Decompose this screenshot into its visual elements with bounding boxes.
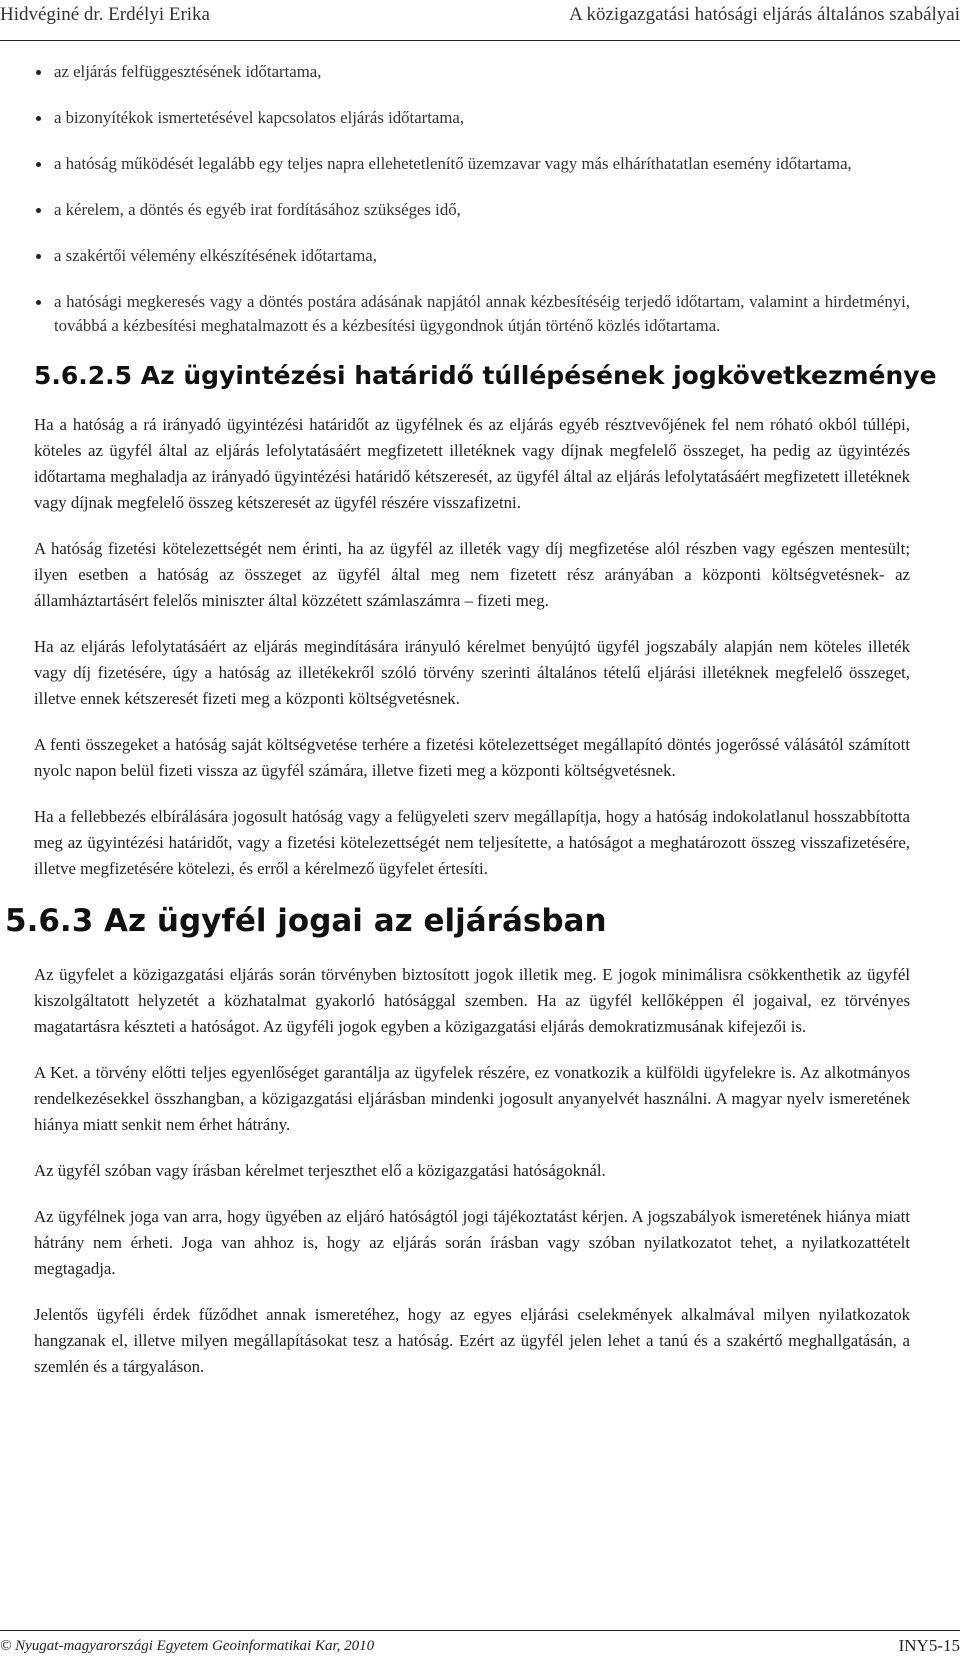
bullet-list [34, 60, 910, 338]
list-item [34, 198, 910, 222]
paragraph: Az ügyfélnek joga van arra, hogy ügyében az eljáró hatóságtól jogi tájékoztatást kérjen. A jogszabályok ismeretének hiánya miatt hátrány nem érheti. Joga van ahhoz is, hogy az eljárás során írásban vagy szóban nyilatkozatot tehet, a nyilatkozattételt megtagadja. [34, 1207, 910, 1278]
page-footer [0, 1634, 960, 1658]
paragraph: Ha a fellebbezés elbírálására jogosult hatóság vagy a felügyeleti szerv megállapítja, hogy a hatóság indokolatlanul hosszabbította meg az ügyintézési határidőt, vagy a fizetési kötelezettségét nem teljesítette, a hatóságot a meghatározott összeg visszafizetésére, illetve megfizetésére kötelezi, és erről a kérelmező ügyfelet értesíti. [34, 807, 910, 878]
list-item [34, 152, 910, 176]
list-item-text: a szakértői vélemény elkészítésének időtartama, [54, 246, 377, 265]
paragraph: Ha az eljárás lefolytatásáért az eljárás megindítására irányuló kérelmet benyújtó ügyfél jogszabály alapján nem köteles illeték vagy díj fizetésére, úgy a hatóság az illetékekről szóló törvény szerinti általános tételű eljárási illetéknek megfelelő összeget, illetve ennek kétszeresét fizeti meg a központi költségvetésnek. [34, 637, 910, 708]
list-item-text: a hatóság működését legalább egy teljes napra ellehetetlenítő üzemzavar vagy más elháríthatatlan esemény időtartama, [54, 154, 852, 173]
bullet-icon [36, 162, 41, 167]
page-number: INY5-15 [898, 1636, 960, 1655]
list-item [34, 290, 910, 338]
main-content [5, 60, 937, 1400]
list-item [34, 60, 910, 84]
running-header [0, 0, 960, 40]
bullet-icon [36, 300, 41, 305]
paragraph: Az ügyfél szóban vagy írásban kérelmet terjeszthet elő a közigazgatási hatóságoknál. [34, 1161, 606, 1180]
section-heading-5625: 5.6.2.5 Az ügyintézési határidő túllépésének jogkövetkezménye [34, 361, 937, 390]
list-item [34, 244, 910, 268]
bullet-icon [36, 70, 41, 75]
bullet-icon [36, 116, 41, 121]
section-heading-563: 5.6.3 Az ügyfél jogai az eljárásban [5, 903, 607, 939]
header-title: A közigazgatási hatósági eljárás általános szabályai [569, 4, 960, 25]
paragraph: A Ket. a törvény előtti teljes egyenlőséget garantálja az ügyfelek részére, ez vonatkozik a külföldi ügyfelekre is. Az alkotmányos rendelkezésekkel összhangban, a közigazgatási eljárásban mindenki jogosult anyanyelvét használni. A magyar nyelv ismeretének hiánya miatt senkit nem érhet hátrány. [34, 1063, 910, 1134]
bullet-icon [36, 208, 41, 213]
footer-copyright: © Nyugat-magyarországi Egyetem Geoinformatikai Kar, 2010 [0, 1637, 375, 1654]
list-item-text: a kérelem, a döntés és egyéb irat fordításához szükséges idő, [54, 200, 461, 219]
paragraph: Ha a hatóság a rá irányadó ügyintézési határidőt az ügyfélnek és az eljárás egyéb résztvevőjének fel nem róható okból túllépi, köteles az ügyfél által az eljárás lefolytatásáért megfizetett illetéknek vagy díjnak megfelelő összeget, ha pedig az ügyintézés időtartama meghaladja az irányadó ügyintézési határidő kétszeresét, az ügyfél által az eljárás lefolytatásáért megfizetett illetéknek vagy díjnak megfelelő összeg kétszeresét az ügyfél részére visszafizetni. [34, 415, 910, 512]
list-item [34, 106, 910, 130]
paragraph: Jelentős ügyféli érdek fűződhet annak ismeretéhez, hogy az egyes eljárási cselekmények alkalmával milyen nyilatkozatok hangzanak el, illetve milyen megállapításokat tesz a hatóság. Ezért az ügyfél jelen lehet a tanú és a szakértő meghallgatásán, a szemlén és a tárgyaláson. [34, 1305, 910, 1376]
bullet-icon [36, 254, 41, 259]
list-item-text: a hatósági megkeresés vagy a döntés postára adásának napjától annak kézbesítéséig terjedő időtartam, valamint a hirdetményi, továbbá a kézbesítési meghatalmazott és a kézbesítési ügygondnok útján történő közlés időtartama. [54, 292, 910, 335]
footer-rule [0, 1630, 960, 1631]
paragraph: A hatóság fizetési kötelezettségét nem érinti, ha az ügyfél az illeték vagy díj megfizetése alól részben vagy egészen mentesült; ilyen esetben a hatóság az összeget az ügyfél által meg nem fizetett rész arányában a központi költségvetésnek- az államháztartásért felelős miniszter által közzétett számlaszámra – fizeti meg. [34, 539, 910, 610]
list-item-text: a bizonyítékok ismertetésével kapcsolatos eljárás időtartama, [54, 108, 465, 127]
header-rule [0, 40, 960, 41]
paragraph: Az ügyfelet a közigazgatási eljárás során törvényben biztosított jogok illetik meg. E jogok minimálisra csökkenthetik az ügyfél kiszolgáltatott helyzetét a közhatalmat gyakorló hatósággal szemben. Ha az ügyfél kellőképpen él jogaival, ez törvényes magatartásra készteti a hatóságot. Az ügyféli jogok egyben a közigazgatási eljárás demokratizmusának kifejezői is. [34, 965, 910, 1036]
list-item-text: az eljárás felfüggesztésének időtartama, [54, 62, 322, 81]
header-author: Hidvéginé dr. Erdélyi Erika [0, 4, 210, 25]
paragraph: A fenti összegeket a hatóság saját költségvetése terhére a fizetési kötelezettséget megállapító döntés jogerőssé válásától számított nyolc napon belül fizeti vissza az ügyfél számára, illetve fizeti meg a központi költségvetésnek. [34, 735, 910, 780]
